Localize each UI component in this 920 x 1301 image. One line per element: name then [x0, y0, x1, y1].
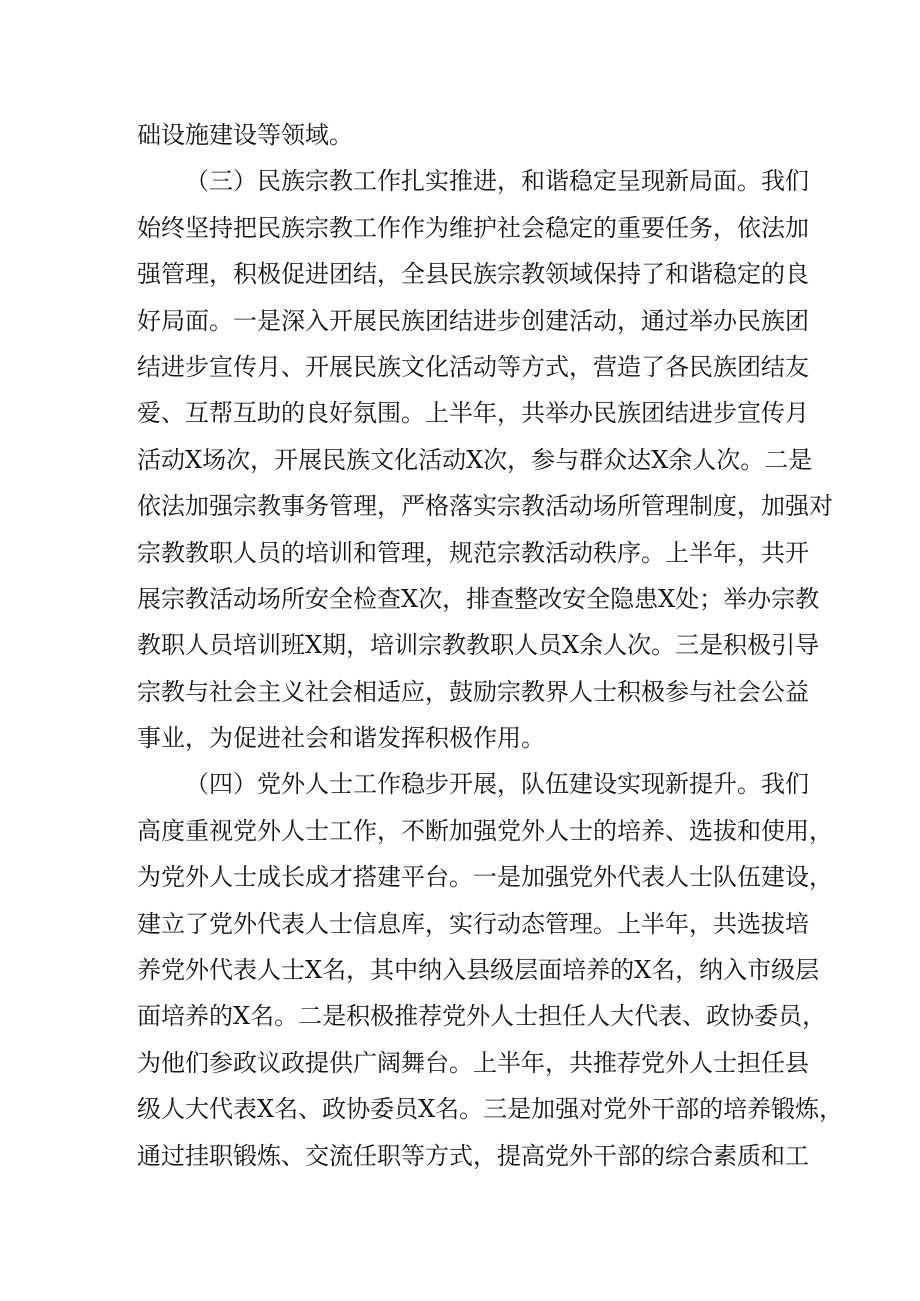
text-line-14: 事业，为促进社会和谐发挥积极作用。 [137, 724, 545, 753]
text-line-4: 强管理，积极促进团结，全县民族宗教领域保持了和谐稳定的良 [137, 260, 809, 289]
text-line-6: 结进步宣传月、开展民族文化活动等方式，营造了各民族团结友 [137, 352, 809, 381]
text-line-1: 础设施建设等领域。 [137, 121, 353, 149]
text-line-23: 通过挂职锻炼、交流任职等方式，提高党外干部的综合素质和工 [137, 1141, 809, 1170]
section-heading-three: （三）民族宗教工作扎实推进，和谐稳定呈现新局面。我们 [185, 167, 809, 196]
body-text [137, 112, 844, 1179]
text-line-19: 养党外代表人士X名，其中纳入县级层面培养的X名，纳入市级层 [137, 956, 820, 985]
text-line-7: 爱、互帮互助的良好氛围。上半年，共举办民族团结进步宣传月 [137, 399, 809, 428]
text-line-8: 活动X场次，开展民族文化活动X次，参与群众达X余人次。二是 [137, 445, 813, 474]
text-line-16: 高度重视党外人士工作，不断加强党外人士的培养、选拔和使用， [137, 816, 833, 845]
text-line-12: 教职人员培训班X期，培训宗教教职人员X余人次。三是积极引导 [137, 631, 820, 660]
text-line-9: 依法加强宗教事务管理，严格落实宗教活动场所管理制度，加强对 [137, 492, 833, 521]
section-heading-four: （四）党外人士工作稳步开展，队伍建设实现新提升。我们 [185, 770, 809, 799]
text-line-18: 建立了党外代表人士信息库，实行动态管理。上半年，共选拔培 [137, 909, 809, 938]
text-line-5: 好局面。一是深入开展民族团结进步创建活动，通过举办民族团 [137, 306, 809, 335]
text-line-11: 展宗教活动场所安全检查X次，排查整改安全隐患X处；举办宗教 [137, 584, 820, 613]
text-line-20: 面培养的X名。二是积极推荐党外人士担任人大代表、政协委员， [137, 1002, 827, 1031]
text-line-13: 宗教与社会主义社会相适应，鼓励宗教界人士积极参与社会公益 [137, 677, 809, 706]
text-line-3: 始终坚持把民族宗教工作作为维护社会稳定的重要任务，依法加 [137, 213, 809, 242]
text-line-17: 为党外人士成长成才搭建平台。一是加强党外代表人士队伍建设， [137, 863, 833, 892]
text-line-22: 级人大代表X名、政协委员X名。三是加强对党外干部的培养锻炼， [137, 1095, 844, 1124]
text-line-10: 宗教教职人员的培训和管理，规范宗教活动秩序。上半年，共开 [137, 538, 809, 567]
text-line-21: 为他们参政议政提供广阔舞台。上半年，共推荐党外人士担任县 [137, 1048, 809, 1077]
